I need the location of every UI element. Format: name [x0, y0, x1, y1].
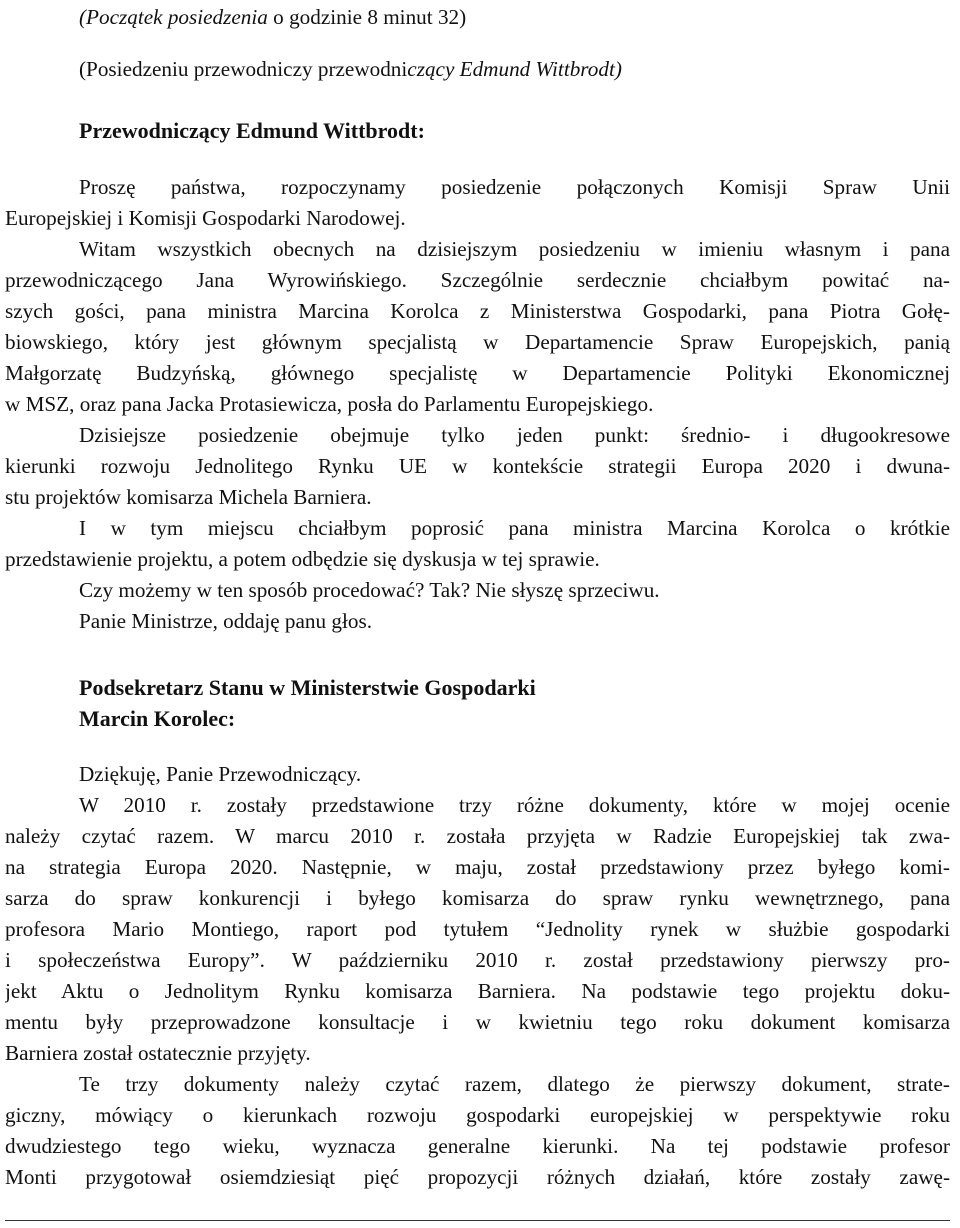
paragraph-line: stu projektów komisarza Michela Barniera. — [5, 485, 372, 509]
chair-note — [79, 54, 960, 85]
paragraph-line: W 2010 r. zostały przedstawione trzy różne dokumenty, które w mojej ocenie — [79, 793, 950, 817]
paragraph-line: Barniera został ostatecznie przyjęty. — [5, 1041, 311, 1065]
session-start-italic: (Początek posiedzenia — [79, 5, 268, 29]
paragraph-line: dwudziestego tego wieku, wyznacza generalne kierunki. Na tej podstawie profesor — [5, 1134, 950, 1158]
paragraph-line: jekt Aktu o Jednolitym Rynku komisarza Barniera. Na podstawie tego projektu doku- — [5, 979, 950, 1003]
paragraph-line: Dziękuję, Panie Przewodniczący. — [79, 762, 362, 786]
paragraph-line: i społeczeństwa Europy”. W październiku 2010 r. został przedstawiony pierwszy pro- — [5, 948, 950, 972]
paragraph-line: Monti przygotował osiemdziesiąt pięć propozycji różnych działań, które zostały zawę- — [5, 1165, 950, 1189]
paragraph-line: w MSZ, oraz pana Jacka Protasiewicza, posła do Parlamentu Europejskiego. — [5, 392, 654, 416]
paragraph-line: przewodniczącego Jana Wyrowińskiego. Szczególnie serdecznie chciałbym powitać na- — [5, 268, 950, 292]
paragraph-line: należy czytać razem. W marcu 2010 r. została przyjęta w Radzie Europejskiej tak zwa- — [5, 824, 950, 848]
paragraph-line: Te trzy dokumenty należy czytać razem, dlatego że pierwszy dokument, strate- — [79, 1072, 950, 1096]
paragraph-line: szych gości, pana ministra Marcina Korolca z Ministerstwa Gospodarki, pana Piotra Gołę- — [5, 299, 950, 323]
session-start-time: o godzinie 8 minut 32) — [267, 5, 467, 29]
paragraph-line: przedstawienie projektu, a potem odbędzie się dyskusja w tej sprawie. — [5, 547, 600, 571]
session-start-note — [79, 2, 960, 33]
paragraph-line: Proszę państwa, rozpoczynamy posiedzenie połączonych Komisji Spraw Unii — [79, 175, 950, 199]
paragraph-line: giczny, mówiący o kierunkach rozwoju gospodarki europejskiej w perspektywie roku — [5, 1103, 950, 1127]
paragraph-line: I w tym miejscu chciałbym poprosić pana ministra Marcina Korolca o krótkie — [79, 516, 950, 540]
chair-note-italic: czący Edmund Wittbrodt) — [407, 57, 622, 81]
paragraph-line: Czy możemy w ten sposób procedować? Tak? Nie słyszę sprzeciwu. — [79, 578, 660, 602]
paragraph-line: profesora Mario Montiego, raport pod tytułem “Jednolity rynek w służbie gospodarki — [5, 917, 950, 941]
chair-note-plain: (Posiedzeniu przewodniczy przewodni — [79, 57, 408, 81]
paragraph-line: kierunki rozwoju Jednolitego Rynku UE w kontekście strategii Europa 2020 i dwuna- — [5, 454, 950, 478]
speaker-undersecretary-name: Marcin Korolec: — [79, 706, 236, 731]
paragraph-line: Małgorzatę Budzyńską, głównego specjalistę w Departamencie Polityki Ekonomicznej — [5, 361, 950, 385]
paragraph-line: Witam wszystkich obecnych na dzisiejszym posiedzeniu w imieniu własnym i pana — [79, 237, 950, 261]
paragraph-line: biowskiego, który jest głównym specjalistą w Departamencie Spraw Europejskich, panią — [5, 330, 950, 354]
paragraph-line: na strategia Europa 2020. Następnie, w maju, został przedstawiony przez byłego komi- — [5, 855, 950, 879]
paragraph-line: Panie Ministrze, oddaję panu głos. — [79, 609, 373, 633]
paragraph-line: sarza do spraw konkurencji i byłego komisarza do spraw rynku wewnętrznego, pana — [5, 886, 950, 910]
paragraph-line: mentu były przeprowadzone konsultacje i w kwietniu tego roku dokument komisarza — [5, 1010, 950, 1034]
footer-rule — [5, 1220, 950, 1221]
paragraph-line: Europejskiej i Komisji Gospodarki Narodowej. — [5, 206, 406, 230]
paragraph-line: Dzisiejsze posiedzenie obejmuje tylko jeden punkt: średnio- i długookresowe — [79, 423, 950, 447]
speaker-chair: Przewodniczący Edmund Wittbrodt: — [79, 118, 425, 143]
speaker-undersecretary-title: Podsekretarz Stanu w Ministerstwie Gospodarki — [79, 675, 536, 700]
